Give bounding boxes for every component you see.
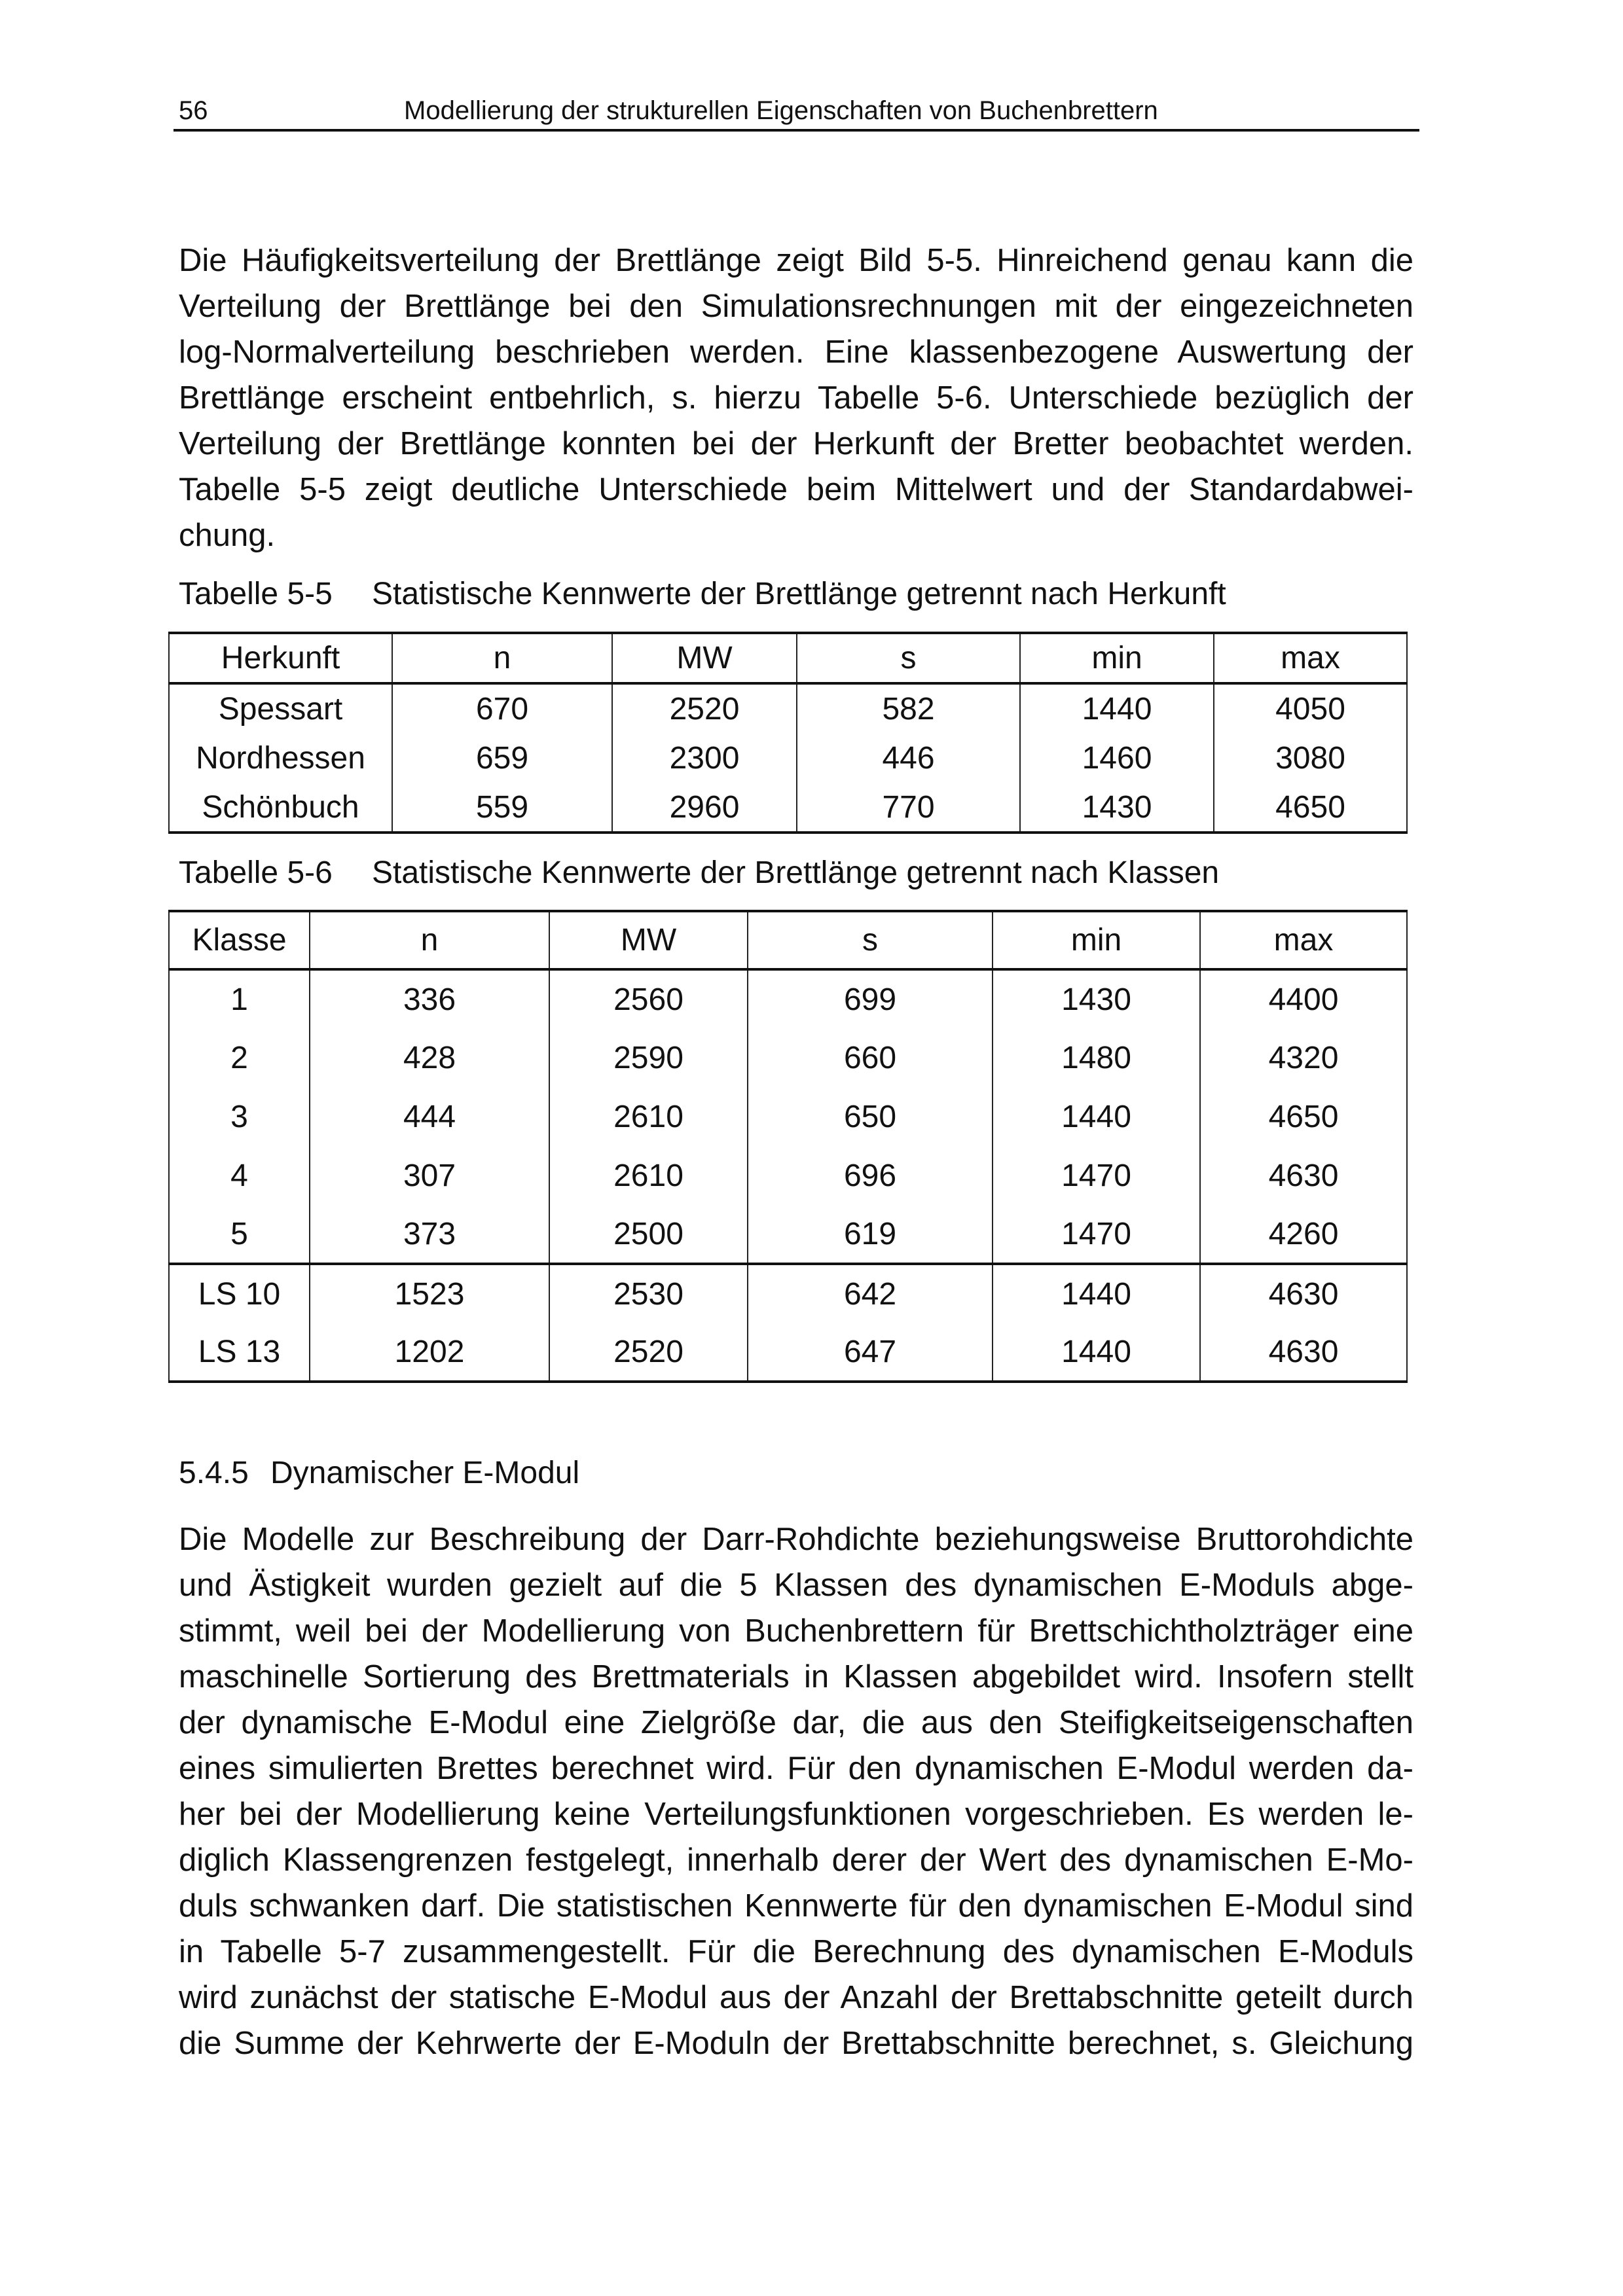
- table-5-6-caption: [179, 855, 1219, 891]
- column-header-max: max: [1200, 911, 1407, 969]
- text-line: log-Normalverteilung beschrieben werden. Eine klassenbezogene Auswertung der: [179, 334, 1413, 370]
- column-header-mw: MW: [549, 911, 748, 969]
- cell-s: 446: [797, 733, 1020, 783]
- text-line: maschinelle Sortierung des Brettmaterials in Klassen abgebildet wird. Insofern stellt: [179, 1659, 1413, 1695]
- cell-min: 1470: [993, 1205, 1200, 1264]
- cell-mw: 2300: [612, 733, 797, 783]
- column-header-mw: MW: [612, 633, 797, 683]
- table-header-row: [169, 911, 1407, 969]
- cell-klasse: 3: [169, 1087, 310, 1146]
- caption-text: Statistische Kennwerte der Brettlänge getrennt nach Herkunft: [372, 577, 1226, 611]
- cell-n: 659: [392, 733, 612, 783]
- cell-n: 307: [310, 1146, 549, 1205]
- text-line: duls schwanken darf. Die statistischen Kennwerte für den dynamischen E-Modul sind: [179, 1888, 1413, 1924]
- column-header-n: n: [392, 633, 612, 683]
- table-row: [169, 683, 1407, 733]
- section-number: 5.4.5: [179, 1456, 249, 1490]
- cell-min: 1430: [1020, 783, 1214, 833]
- cell-s: 642: [748, 1264, 993, 1323]
- text-line: her bei der Modellierung keine Verteilungsfunktionen vorgeschrieben. Es werden le-: [179, 1797, 1413, 1832]
- cell-n: 670: [392, 683, 612, 733]
- cell-max: 4260: [1200, 1205, 1407, 1264]
- table-row: [169, 1205, 1407, 1264]
- paragraph-brettlaenge-verteilung: [179, 238, 1413, 558]
- text-line: eines simulierten Brettes berechnet wird. Für den dynamischen E-Modul werden da-: [179, 1751, 1413, 1786]
- cell-klasse: 1: [169, 969, 310, 1028]
- cell-herkunft: Spessart: [169, 683, 392, 733]
- column-header-klasse: Klasse: [169, 911, 310, 969]
- cell-min: 1480: [993, 1028, 1200, 1087]
- cell-klasse: 5: [169, 1205, 310, 1264]
- cell-mw: 2560: [549, 969, 748, 1028]
- text-line: Verteilung der Brettlänge konnten bei der Herkunft der Bretter beobachtet werden.: [179, 426, 1413, 461]
- cell-n: 1523: [310, 1264, 549, 1323]
- running-header-title: Modellierung der strukturellen Eigenschaften von Buchenbrettern: [404, 96, 1158, 125]
- table-summary-row: [169, 1323, 1407, 1382]
- section-title: Dynamischer E-Modul: [270, 1456, 580, 1490]
- table-brettlaenge-herkunft: [168, 632, 1408, 834]
- cell-max: 4630: [1200, 1146, 1407, 1205]
- cell-klasse: 2: [169, 1028, 310, 1087]
- table-row: [169, 783, 1407, 833]
- cell-s: 696: [748, 1146, 993, 1205]
- table-row: [169, 969, 1407, 1028]
- cell-klasse: 4: [169, 1146, 310, 1205]
- cell-max: 4400: [1200, 969, 1407, 1028]
- section-heading: [179, 1455, 579, 1492]
- column-header-max: max: [1214, 633, 1407, 683]
- cell-mw: 2590: [549, 1028, 748, 1087]
- cell-mw: 2610: [549, 1146, 748, 1205]
- text-line: Verteilung der Brettlänge bei den Simulationsrechnungen mit der eingezeichneten: [179, 289, 1413, 324]
- running-header: [173, 0, 1419, 132]
- text-line: und Ästigkeit wurden gezielt auf die 5 Klassen des dynamischen E-Moduls abge-: [179, 1568, 1413, 1603]
- cell-klasse: LS 10: [169, 1264, 310, 1323]
- table-row: [169, 1087, 1407, 1146]
- table-header-row: [169, 633, 1407, 683]
- table-summary-row: [169, 1264, 1407, 1323]
- cell-mw: 2530: [549, 1264, 748, 1323]
- cell-min: 1430: [993, 969, 1200, 1028]
- cell-max: 4630: [1200, 1323, 1407, 1382]
- cell-herkunft: Schönbuch: [169, 783, 392, 833]
- cell-mw: 2520: [612, 683, 797, 733]
- cell-n: 444: [310, 1087, 549, 1146]
- cell-min: 1440: [993, 1264, 1200, 1323]
- text-line: Brettlänge erscheint entbehrlich, s. hierzu Tabelle 5-6. Unterschiede bezüglich der: [179, 380, 1413, 416]
- cell-s: 699: [748, 969, 993, 1028]
- cell-s: 619: [748, 1205, 993, 1264]
- cell-max: 3080: [1214, 733, 1407, 783]
- cell-max: 4320: [1200, 1028, 1407, 1087]
- cell-s: 582: [797, 683, 1020, 733]
- column-header-s: s: [748, 911, 993, 969]
- cell-min: 1440: [993, 1087, 1200, 1146]
- cell-n: 559: [392, 783, 612, 833]
- column-header-herkunft: Herkunft: [169, 633, 392, 683]
- table-5-5-caption: [179, 576, 1226, 613]
- cell-s: 770: [797, 783, 1020, 833]
- text-line: in Tabelle 5-7 zusammengestellt. Für die Berechnung des dynamischen E-Moduls: [179, 1934, 1413, 1969]
- text-line: chung.: [179, 518, 276, 553]
- cell-n: 373: [310, 1205, 549, 1264]
- cell-min: 1440: [1020, 683, 1214, 733]
- text-line: der dynamische E-Modul eine Zielgröße dar, die aus den Steifigkeitseigenschaften: [179, 1705, 1413, 1740]
- cell-s: 647: [748, 1323, 993, 1382]
- column-header-n: n: [310, 911, 549, 969]
- cell-mw: 2520: [549, 1323, 748, 1382]
- text-line: diglich Klassengrenzen festgelegt, innerhalb derer der Wert des dynamischen E-Mo-: [179, 1842, 1413, 1878]
- text-line: Die Modelle zur Beschreibung der Darr-Rohdichte beziehungsweise Bruttorohdichte: [179, 1522, 1413, 1557]
- page-number: 56: [179, 96, 208, 125]
- cell-s: 660: [748, 1028, 993, 1087]
- cell-max: 4650: [1200, 1087, 1407, 1146]
- table-row: [169, 733, 1407, 783]
- table-brettlaenge-klassen: [168, 910, 1408, 1383]
- cell-min: 1470: [993, 1146, 1200, 1205]
- cell-mw: 2610: [549, 1087, 748, 1146]
- cell-n: 1202: [310, 1323, 549, 1382]
- cell-n: 428: [310, 1028, 549, 1087]
- text-line: wird zunächst der statische E-Modul aus der Anzahl der Brettabschnitte geteilt durch: [179, 1980, 1413, 2015]
- cell-mw: 2500: [549, 1205, 748, 1264]
- caption-number: Tabelle 5-5: [179, 577, 333, 611]
- caption-text: Statistische Kennwerte der Brettlänge getrennt nach Klassen: [372, 855, 1220, 890]
- column-header-s: s: [797, 633, 1020, 683]
- cell-mw: 2960: [612, 783, 797, 833]
- cell-s: 650: [748, 1087, 993, 1146]
- column-header-min: min: [993, 911, 1200, 969]
- cell-max: 4050: [1214, 683, 1407, 733]
- cell-herkunft: Nordhessen: [169, 733, 392, 783]
- text-line: die Summe der Kehrwerte der E-Moduln der Brettabschnitte berechnet, s. Gleichung: [179, 2026, 1413, 2061]
- cell-max: 4650: [1214, 783, 1407, 833]
- cell-klasse: LS 13: [169, 1323, 310, 1382]
- table-row: [169, 1146, 1407, 1205]
- paragraph-dynamischer-e-modul: [179, 1516, 1413, 2066]
- header-rule: [173, 129, 1419, 132]
- table-row: [169, 1028, 1407, 1087]
- column-header-min: min: [1020, 633, 1214, 683]
- text-line: Tabelle 5-5 zeigt deutliche Unterschiede beim Mittelwert und der Standardabwei-: [179, 472, 1413, 507]
- cell-max: 4630: [1200, 1264, 1407, 1323]
- cell-min: 1460: [1020, 733, 1214, 783]
- cell-min: 1440: [993, 1323, 1200, 1382]
- text-line: stimmt, weil bei der Modellierung von Buchenbrettern für Brettschichtholzträger eine: [179, 1613, 1413, 1649]
- caption-number: Tabelle 5-6: [179, 855, 333, 890]
- text-line: Die Häufigkeitsverteilung der Brettlänge zeigt Bild 5-5. Hinreichend genau kann die: [179, 243, 1413, 278]
- cell-n: 336: [310, 969, 549, 1028]
